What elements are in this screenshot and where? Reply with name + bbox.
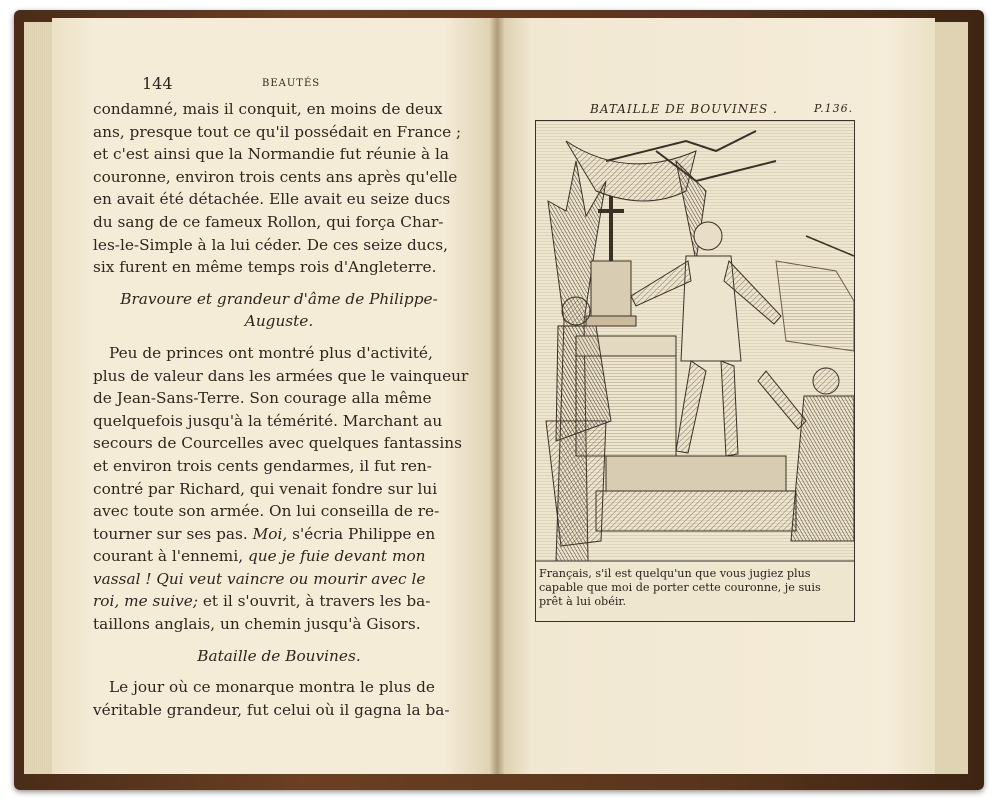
text-line: [93, 590, 465, 613]
plate-header: [590, 102, 854, 116]
section-heading-cont: Auguste.: [244, 312, 314, 331]
text-line: ans, presque tout ce qu'il possédait en France ;: [93, 122, 462, 141]
text-line: et environ trois cents gendarmes, il fut ren-: [93, 456, 432, 475]
text-span: courant à l'ennemi,: [93, 547, 248, 566]
text-line: vassal ! Qui veut vaincre ou mourir avec le: [93, 569, 426, 588]
paragraph-3: [93, 676, 465, 721]
text-italic: Moi,: [252, 524, 288, 543]
text-line: condamné, mais il conquit, en moins de deux: [93, 100, 443, 118]
engraving-plate: [535, 120, 855, 622]
text-line: véritable grandeur, fut celui où il gagna la ba-: [93, 700, 450, 719]
paragraph-2: [93, 342, 469, 636]
text-line: six furent en même temps rois d'Angleterre.: [93, 258, 437, 277]
text-line: secours de Courcelles avec quelques fantassins: [93, 434, 462, 453]
text-line: les-le-Simple à la lui céder. De ces seize ducs,: [93, 235, 448, 254]
text-line: [93, 523, 465, 546]
text-span: s'écria Philippe en: [287, 524, 436, 543]
plate-caption: [539, 567, 849, 609]
running-head-title: BEAUTÉS: [262, 78, 321, 89]
text-line: plus de valeur dans les armées que le vainqueur: [93, 366, 469, 385]
left-page-text: [93, 98, 469, 721]
page-edges-left: [24, 22, 54, 774]
text-italic: roi, me suive;: [93, 592, 199, 611]
page-number: 144: [142, 74, 173, 93]
text-span: tourner sur ses pas.: [93, 524, 248, 543]
section-heading: Bravoure et grandeur d'âme de Philippe-: [120, 289, 438, 308]
text-line: Peu de princes ont montré plus d'activité,: [109, 343, 433, 362]
running-head: [142, 74, 402, 94]
text-line: et c'est ainsi que la Normandie fut réunie à la: [93, 145, 450, 164]
text-line: du sang de ce fameux Rollon, qui força Char-: [93, 212, 444, 231]
caption-line: Français, s'il est quelqu'un que vous jugiez plus: [539, 567, 811, 580]
engraving-illustration: [536, 121, 854, 621]
plate-page-ref: P.136.: [814, 102, 854, 115]
text-italic: que je fuie devant mon: [247, 547, 426, 566]
caption-line: capable que moi de porter cette couronne, je suis: [539, 581, 821, 594]
caption-line: prêt à lui obéir.: [539, 595, 627, 608]
text-line: quelquefois jusqu'à la témérité. Marchant au: [93, 411, 443, 430]
text-line: taillons anglais, un chemin jusqu'à Gisors.: [93, 615, 421, 634]
book-gutter: [490, 18, 504, 774]
text-line: contré par Richard, qui venait fondre sur lui: [93, 479, 438, 498]
text-line: avec toute son armée. On lui conseilla de re-: [93, 502, 440, 521]
text-span: et il s'ouvrit, à travers les ba-: [198, 592, 431, 611]
paragraph-1: [93, 98, 465, 279]
text-line: couronne, environ trois cents ans après qu'elle: [93, 167, 458, 186]
text-line: Le jour où ce monarque montra le plus de: [109, 678, 435, 697]
text-line: en avait été détachée. Elle avait eu seize ducs: [93, 190, 451, 209]
text-line: de Jean-Sans-Terre. Son courage alla même: [93, 389, 432, 408]
plate-title: BATAILLE DE BOUVINES .: [590, 102, 778, 116]
text-line: [93, 545, 465, 568]
page-edges-right: [932, 22, 968, 774]
section-heading: Bataille de Bouvines.: [197, 646, 361, 665]
